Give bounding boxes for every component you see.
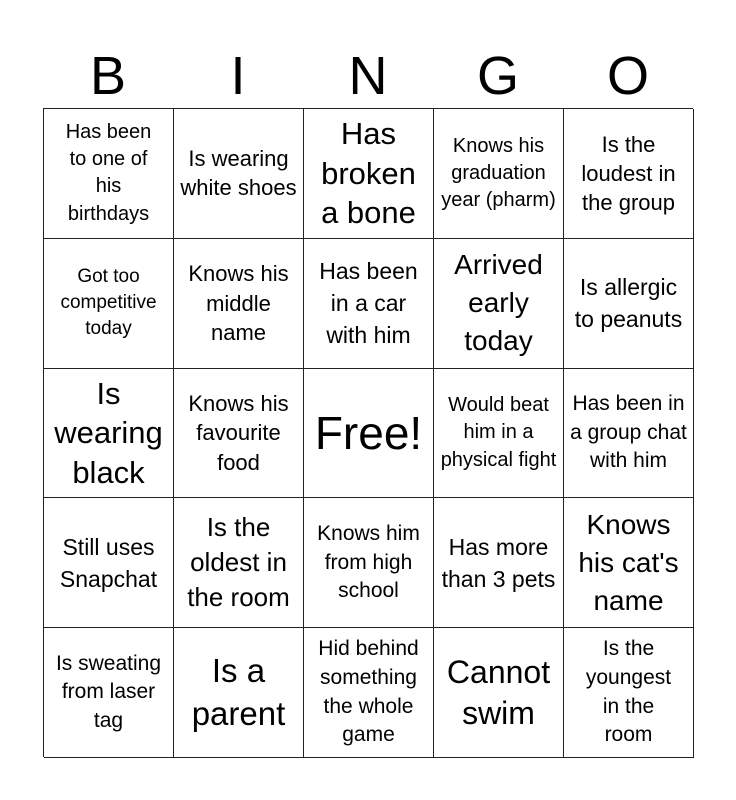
cell-text: Knows his middle name	[188, 261, 289, 345]
cell-text: Knows his cat's name	[578, 508, 679, 616]
cell-text: Hid behind something the whole game	[318, 637, 419, 747]
cell-text: Knows him from high school	[317, 521, 420, 603]
cell-text: Knows his favourite food	[188, 391, 289, 475]
cell-text: Has been in a car with him	[319, 257, 418, 349]
bingo-cell[interactable]	[434, 239, 564, 369]
bingo-cell[interactable]	[564, 369, 694, 499]
bingo-cell[interactable]	[44, 239, 174, 369]
cell-text: Knows his graduation year (pharm)	[441, 134, 556, 211]
bingo-cell[interactable]	[564, 498, 694, 628]
cell-text: Has broken a bone	[321, 116, 416, 231]
bingo-board	[43, 108, 693, 757]
cell-text: Has been in a group chat with him	[570, 392, 687, 473]
cell-text: Is wearing black	[54, 375, 163, 490]
bingo-cell[interactable]	[564, 628, 694, 758]
bingo-cell[interactable]	[304, 498, 434, 628]
bingo-cell[interactable]	[174, 498, 304, 628]
cell-text: Still uses Snapchat	[59, 533, 158, 592]
bingo-cell[interactable]	[304, 628, 434, 758]
cell-text: Would beat him in a physical fight	[440, 394, 557, 471]
cell-text: Is sweating from laser tag	[55, 651, 162, 732]
free-space-text: Free!	[314, 406, 423, 459]
bingo-cell[interactable]	[44, 498, 174, 628]
free-space[interactable]	[304, 369, 434, 499]
bingo-cell[interactable]	[174, 369, 304, 499]
cell-text: Arrived early today	[454, 249, 543, 357]
header-letter-n: N	[348, 46, 388, 106]
header-letter-i: I	[230, 46, 246, 106]
cell-text: Got too competitive today	[60, 266, 157, 340]
bingo-cell[interactable]	[434, 498, 564, 628]
header-letter-o: O	[606, 46, 649, 106]
cell-text: Is the youngest in the room	[585, 637, 672, 747]
bingo-cell[interactable]	[174, 239, 304, 369]
bingo-cell[interactable]	[564, 109, 694, 239]
cell-text: Is allergic to peanuts	[574, 274, 683, 333]
bingo-cell[interactable]	[564, 239, 694, 369]
bingo-cell[interactable]	[44, 369, 174, 499]
bingo-cell[interactable]	[304, 109, 434, 239]
header-letter-b: B	[89, 46, 127, 106]
bingo-header	[43, 44, 693, 108]
cell-text: Has more than 3 pets	[441, 533, 556, 592]
cell-text: Is the loudest in the group	[581, 131, 676, 216]
cell-text: Has been to one of his birthdays	[65, 121, 152, 225]
bingo-cell[interactable]	[434, 109, 564, 239]
bingo-cell[interactable]	[44, 109, 174, 239]
header-letter-g: G	[476, 46, 519, 106]
bingo-cell[interactable]	[304, 239, 434, 369]
bingo-cell[interactable]	[434, 628, 564, 758]
bingo-cell[interactable]	[434, 369, 564, 499]
cell-text: Is wearing white shoes	[180, 146, 297, 201]
cell-text: Is a parent	[191, 651, 286, 732]
bingo-cell[interactable]	[174, 628, 304, 758]
bingo-cell[interactable]	[44, 628, 174, 758]
cell-text: Cannot swim	[446, 653, 551, 731]
bingo-cell[interactable]	[174, 109, 304, 239]
cell-text: Is the oldest in the room	[187, 511, 290, 613]
